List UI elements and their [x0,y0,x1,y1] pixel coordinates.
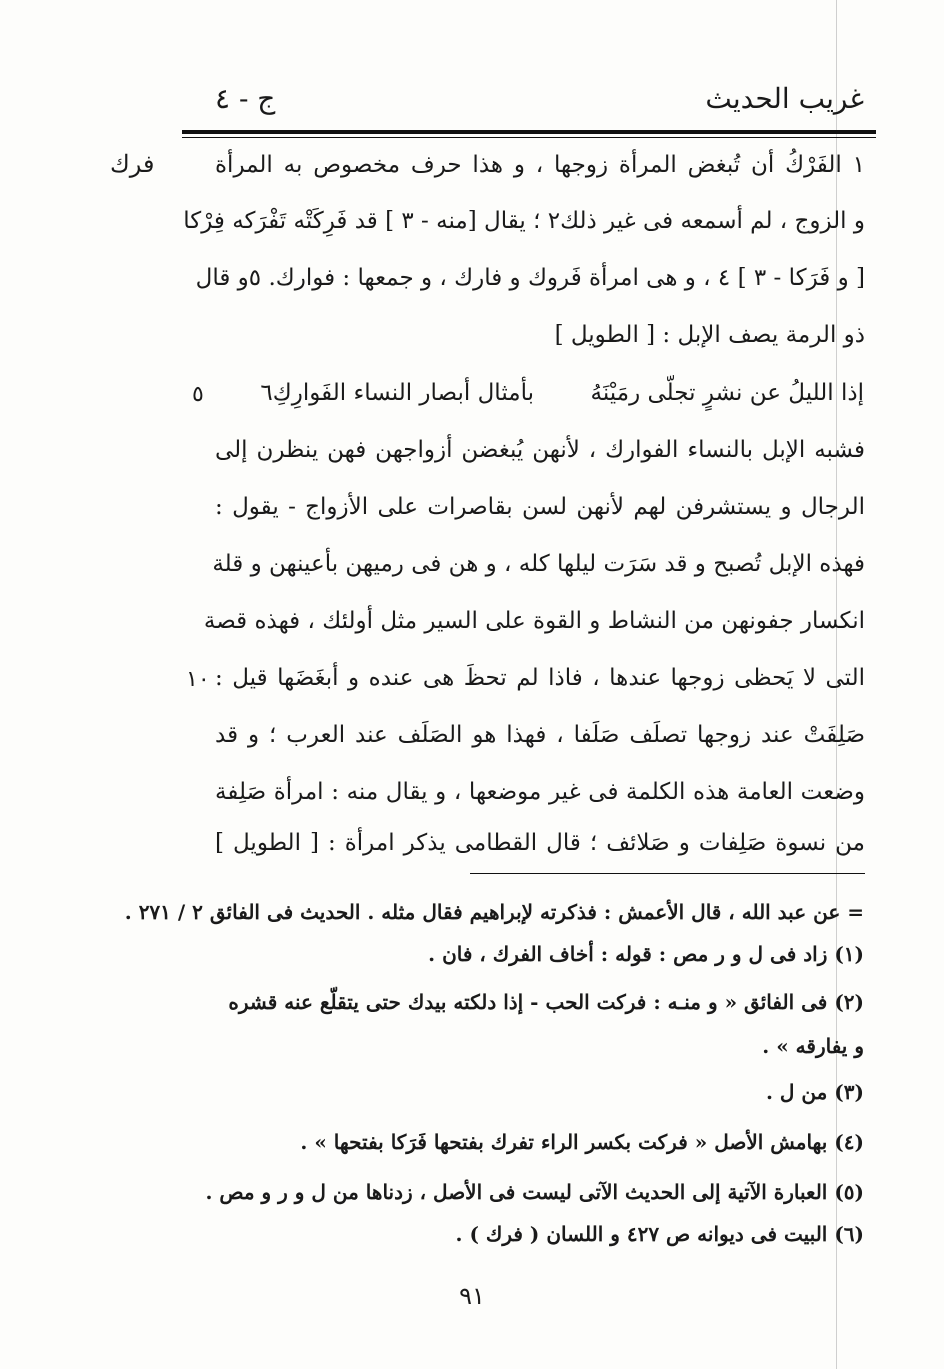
margin-keyword: فرك [110,150,155,178]
body-line: الرجال و يستشرفن لهم لأنهن لسن بقاصرات على الأزواج - يقول : [215,494,865,520]
body-line: من نسوة صَلِفات و صَلائف ؛ قال القطامى يذكر امرأة : [ الطويل ] [215,830,865,856]
running-title: غريب الحديث [705,82,864,115]
body-line: صَلِفَتْ عند زوجها تصلَف صَلَفا ، فهذا هو الصَلَف عند العرب ؛ و قد [215,722,865,748]
body-line: ١ الفَرْكُ أن تُبغض المرأة زوجها ، و هذا حرف مخصوص به المرأة [215,152,865,178]
footnote: (١) زاد فى ل و ر مص : قوله : أخاف الفرك ، فان . [428,942,864,966]
footnote: (٣) من ل . [765,1080,864,1104]
body-line: فشبه الإبل بالنساء الفوارك ، لأنهن يُبغضن أزواجهن فهن ينظرن إلى [215,437,865,463]
volume-number: ج - ٤ [215,82,276,115]
body-line: ذو الرمة يصف الإبل : [ الطويل ] [554,322,865,348]
body-line: التى لا يَحظى زوجها عندها ، فاذا لم تحظَ هى عنده و أبغَضَها قيل : [215,665,865,691]
footnote: و يفارقه » . [762,1034,864,1058]
verse-first-hemistich: إذا الليلُ عن نشرٍ تجلّى رمَيْنَهُ [590,380,864,406]
body-line: [ و فَرَكا - ٣ ] ٤ ، و هى امرأة فَروك و فارك ، و جمعها : فوارك. ٥و قال [195,265,865,291]
body-line: و الزوج ، لم أسمعه فى غير ذلك٢ ؛ يقال [منه - ٣ ] قد فَرِكَتْه تَفْرَكه فِرْكا [183,208,865,234]
footnote: (٦) البيت فى ديوانه ص ٤٢٧ و اللسان ( فرك ) . [455,1222,864,1246]
body-line: وضعت العامة هذه الكلمة فى غير موضعها ، و يقال منه : امرأة صَلِفة [215,779,865,805]
verse-second-hemistich: بأمثال أبصار النساء الفَوارِكِ٦ [260,380,534,406]
footnote-rule [470,873,865,874]
header-rule [182,130,876,134]
footnote: (٢) فى الفائق « و منـه : فركت الحب - إذا دلكته بيدك حتى يتقلّع عنه قشره [228,990,864,1014]
line-number-10: ١٠ [186,667,210,692]
body-line: فهذه الإبل تُصبح و قد سَرَت ليلها كله ، و هن فى رميهن بأعينهن و قلة [212,551,865,577]
page-number: ٩١ [459,1282,485,1310]
footnote: = عن عبد الله ، قال الأعمش : فذكرته لإبراهيم فقال مثله . الحديث فى الفائق ٢ / ٢٧١ . [124,900,864,924]
footnote: (٤) بهامش الأصل « فركت بكسر الراء تفرك بفتحها فَرَكا بفتحها » . [300,1130,864,1154]
body-line: انكسار جفونهن من النشاط و القوة على السير مثل أولئك ، فهذه قصة [203,608,865,634]
footnote: (٥) العبارة الآتية إلى الحديث الآتى ليست فى الأصل ، زدناها من ل و ر و مص . [205,1180,864,1204]
header-rule-thin [182,137,876,138]
line-number-5: ٥ [192,382,204,407]
